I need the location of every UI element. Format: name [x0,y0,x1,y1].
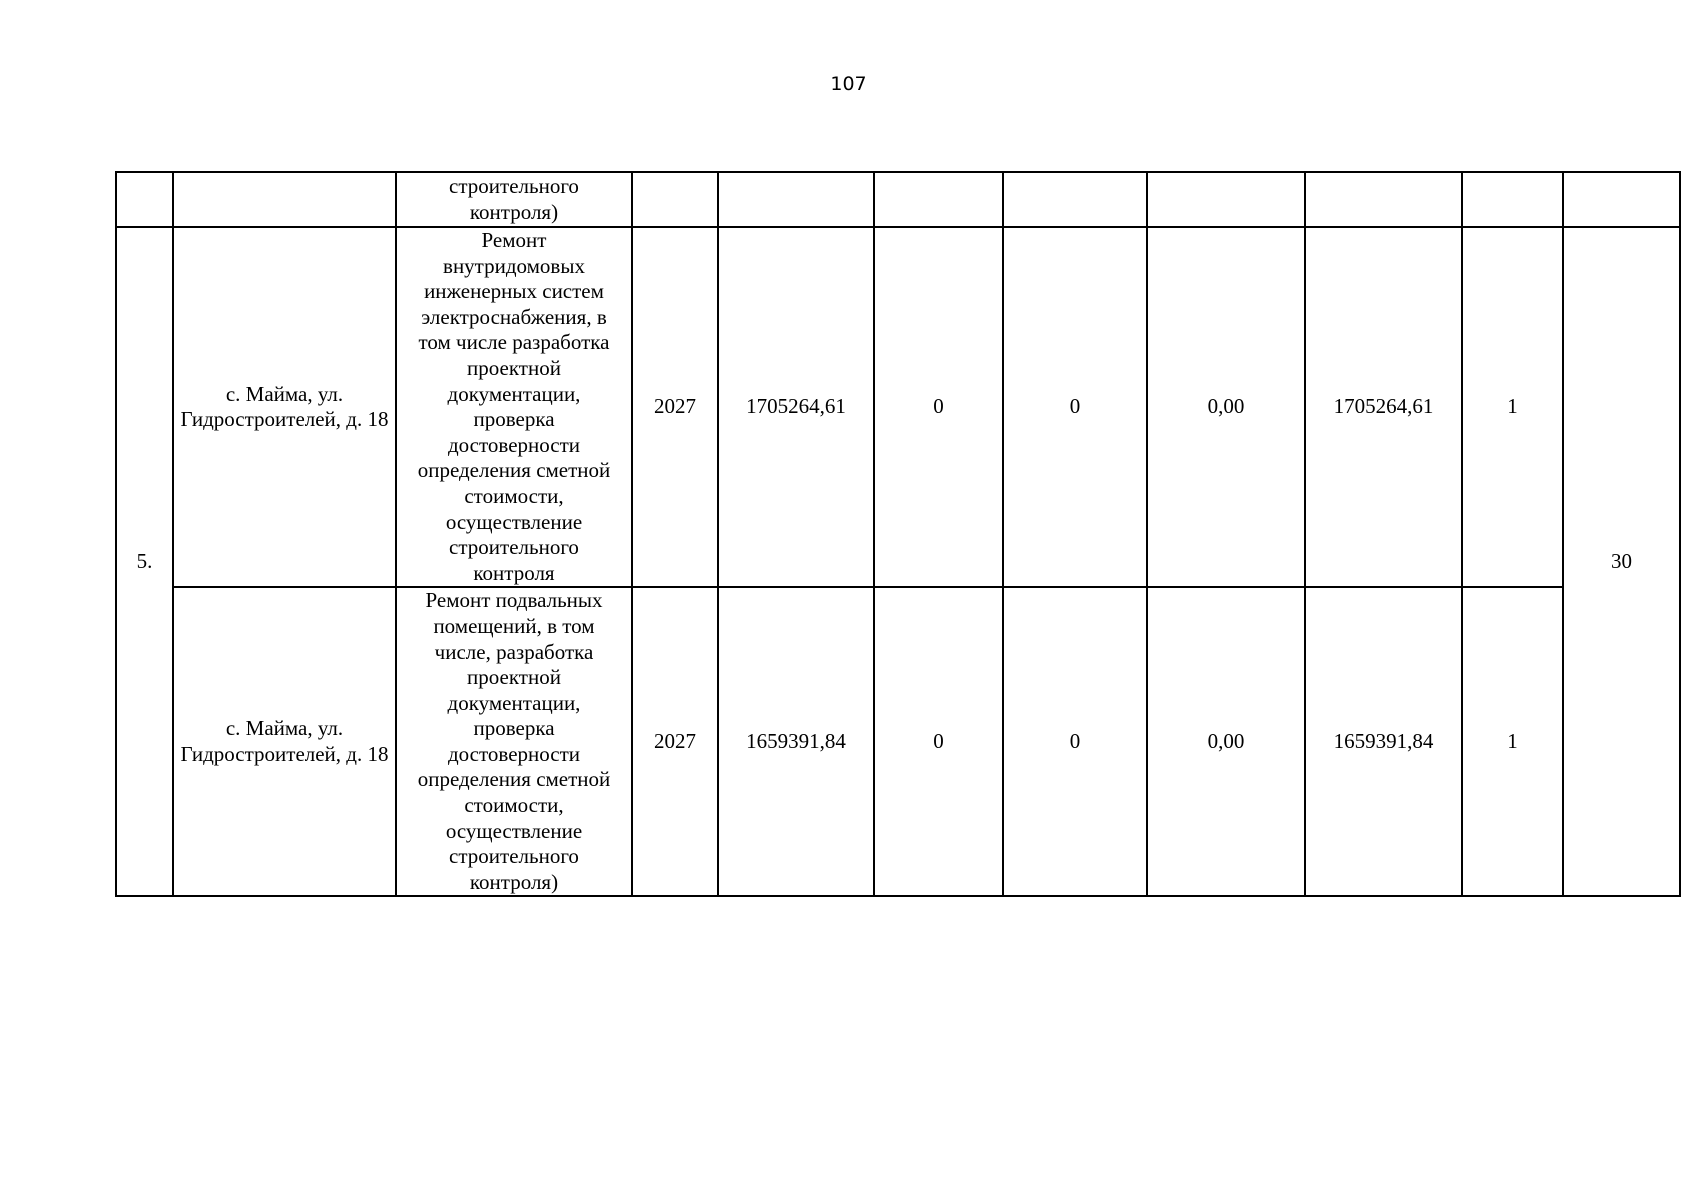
cell-description: строительного контроля) [396,172,632,227]
cell-year: 2027 [632,227,718,587]
cell-address: с. Майма, ул. Гидростроителей, д. 18 [173,587,396,896]
cell-col6: 0 [874,587,1003,896]
cell-year: 2027 [632,587,718,896]
cell-col11: 30 [1563,227,1680,896]
cell-col8: 0,00 [1147,587,1305,896]
cell-address: с. Майма, ул. Гидростроителей, д. 18 [173,227,396,587]
cell-col7: 0 [1003,227,1147,587]
cell-description: Ремонт внутридомовых инженерных систем электроснабжения, в том числе разработка проектной документации, проверка достоверности определения сметной стоимости, осуществление строительного контроля [396,227,632,587]
page-number: 107 [830,73,867,95]
cell-total-cost: 1705264,61 [718,227,874,587]
cell-col6 [874,172,1003,227]
table-row [116,587,1680,896]
cell-col10: 1 [1462,227,1563,587]
cell-col6: 0 [874,227,1003,587]
cell-total-cost [718,172,874,227]
cell-no [116,172,173,227]
cell-no: 5. [116,227,173,896]
cell-col10 [1462,172,1563,227]
cell-year [632,172,718,227]
cell-col9: 1659391,84 [1305,587,1462,896]
cell-col7 [1003,172,1147,227]
cell-description: Ремонт подвальных помещений, в том числе, разработка проектной документации, проверка достоверности определения сметной стоимости, осуществление строительного контроля) [396,587,632,896]
cell-col11 [1563,172,1680,227]
cell-total-cost: 1659391,84 [718,587,874,896]
cell-col8: 0,00 [1147,227,1305,587]
table-row [116,227,1680,587]
table-row-continuation [116,172,1680,227]
cell-col7: 0 [1003,587,1147,896]
cell-col10: 1 [1462,587,1563,896]
cell-col8 [1147,172,1305,227]
cell-col9: 1705264,61 [1305,227,1462,587]
cell-col9 [1305,172,1462,227]
works-table [115,171,1681,897]
cell-address [173,172,396,227]
